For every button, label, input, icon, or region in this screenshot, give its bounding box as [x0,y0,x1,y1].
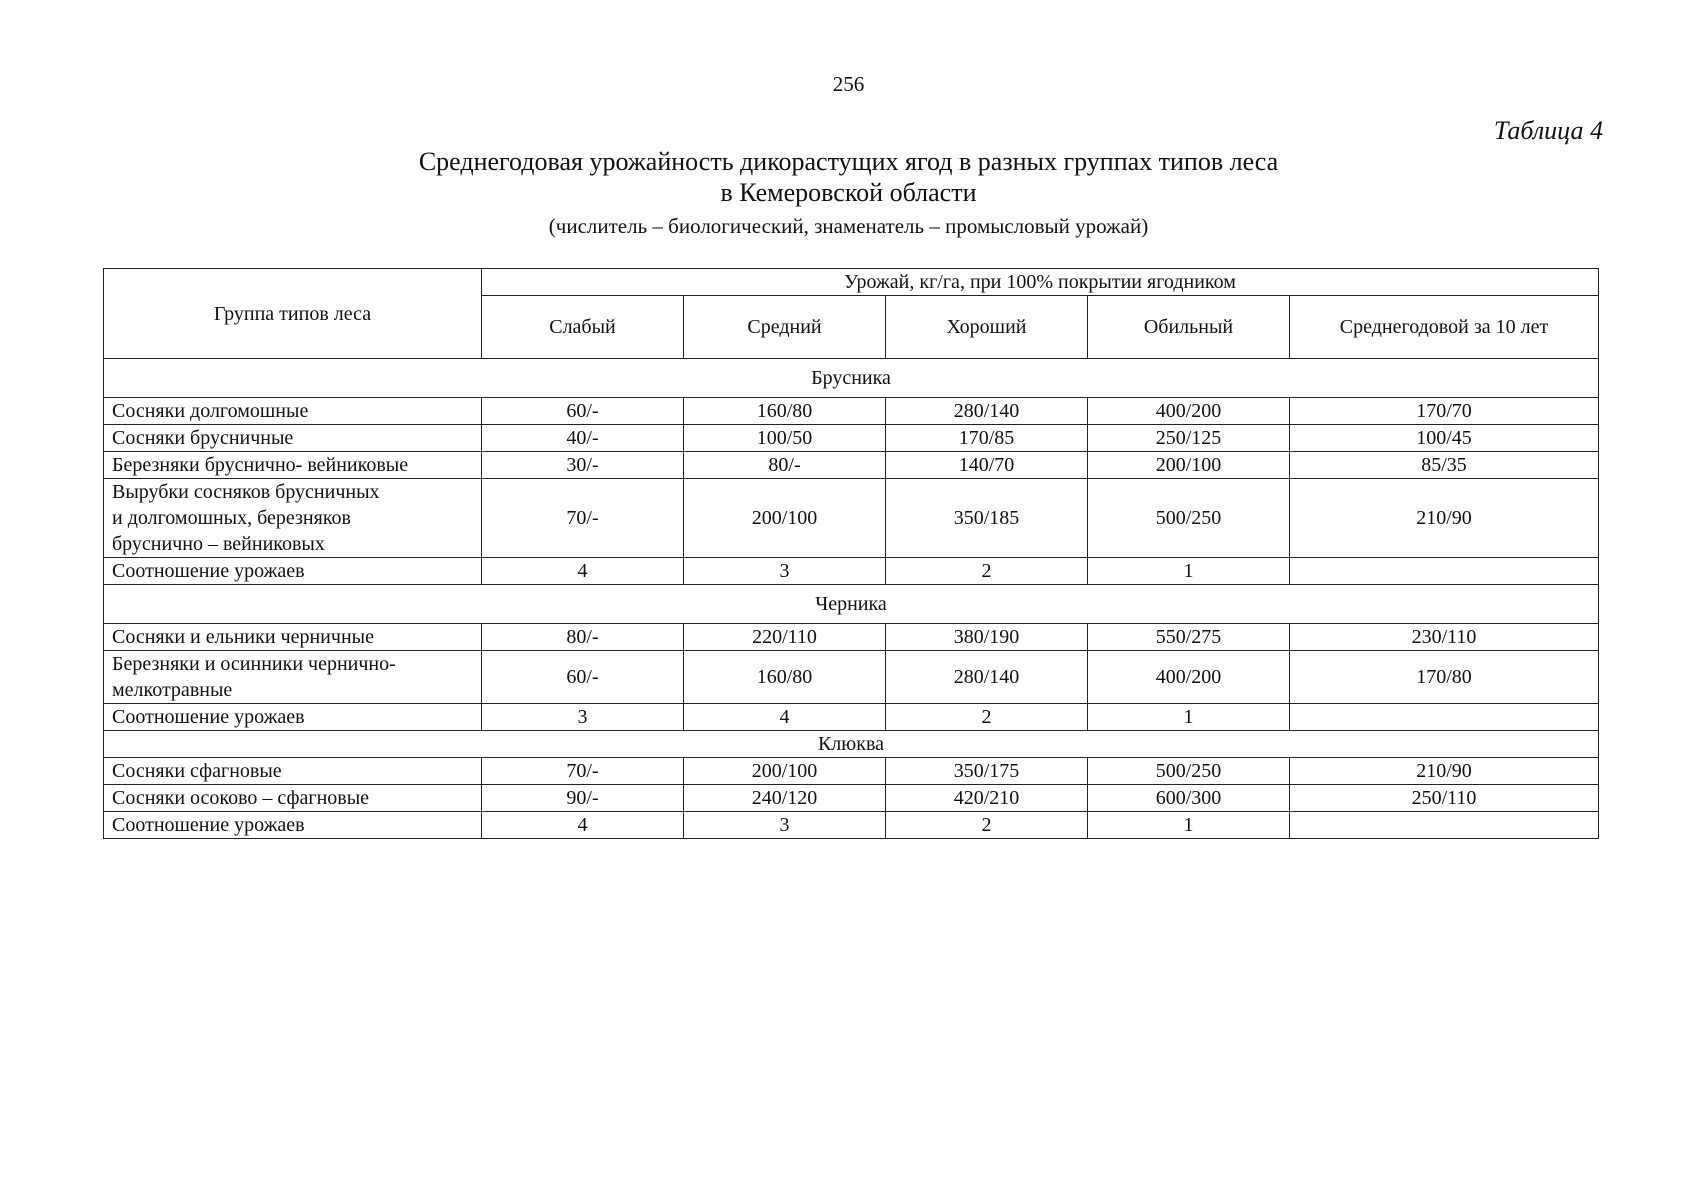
value-cell: 380/190 [886,624,1088,651]
table-title [0,146,1697,208]
table-row [104,398,1599,425]
table-row [104,704,1599,731]
value-cell: 3 [684,558,886,585]
value-cell: 280/140 [886,398,1088,425]
row-label [104,758,482,785]
value-cell: 170/70 [1290,398,1599,425]
value-cell: 220/110 [684,624,886,651]
value-cell: 200/100 [684,479,886,558]
table-row [104,425,1599,452]
section-title: Клюква [104,731,1599,758]
table-row [104,785,1599,812]
row-label [104,651,482,704]
value-cell: 420/210 [886,785,1088,812]
value-cell: 400/200 [1088,651,1290,704]
value-cell: 70/- [482,758,684,785]
value-cell: 500/250 [1088,758,1290,785]
value-cell: 2 [886,812,1088,839]
value-cell: 210/90 [1290,479,1599,558]
header-medium: Средний [684,296,886,359]
value-cell: 550/275 [1088,624,1290,651]
title-line-1: Среднегодовая урожайность дикорастущих ягод в разных группах типов леса [418,147,1279,176]
row-label-line: Сосняки и ельники черничные [112,626,374,648]
value-cell: 4 [684,704,886,731]
value-cell: 2 [886,704,1088,731]
row-label-line: Сосняки осоково – сфагновые [112,787,370,809]
header-abundant: Обильный [1088,296,1290,359]
table-row [104,651,1599,704]
row-label-line: Вырубки сосняков брусничных [112,481,380,503]
value-cell: 70/- [482,479,684,558]
row-label [104,452,482,479]
row-label-line: мелкотравные [112,679,233,701]
value-cell: 600/300 [1088,785,1290,812]
row-label-line: Сосняки брусничные [112,427,294,449]
section-row [104,359,1599,398]
table-row [104,812,1599,839]
row-label [104,704,482,731]
table-row [104,452,1599,479]
row-label-line: Соотношение урожаев [112,706,305,728]
table-row [104,558,1599,585]
section-row [104,585,1599,624]
section-row [104,731,1599,758]
value-cell: 500/250 [1088,479,1290,558]
value-cell: 250/125 [1088,425,1290,452]
row-label-line: Березняки и осинники чернично- [112,653,396,675]
value-cell: 210/90 [1290,758,1599,785]
value-cell: 350/175 [886,758,1088,785]
row-label [104,398,482,425]
value-cell: 60/- [482,651,684,704]
row-label [104,624,482,651]
header-good: Хороший [886,296,1088,359]
value-cell: 280/140 [886,651,1088,704]
row-label [104,785,482,812]
value-cell: 2 [886,558,1088,585]
row-label [104,558,482,585]
value-cell [1290,812,1599,839]
value-cell: 1 [1088,704,1290,731]
row-label [104,425,482,452]
value-cell: 80/- [482,624,684,651]
value-cell [1290,558,1599,585]
value-cell: 350/185 [886,479,1088,558]
table-subtitle: (числитель – биологический, знаменатель – промысловый урожай) [548,214,1149,238]
value-cell: 160/80 [684,651,886,704]
row-label [104,479,482,558]
row-label-line: Соотношение урожаев [112,814,305,836]
value-cell: 100/50 [684,425,886,452]
header-weak: Слабый [482,296,684,359]
value-cell: 1 [1088,812,1290,839]
value-cell: 4 [482,558,684,585]
value-cell: 170/80 [1290,651,1599,704]
value-cell: 85/35 [1290,452,1599,479]
header-average-10y: Среднегодовой за 10 лет [1290,296,1599,359]
title-line-2: в Кемеровской области [720,178,977,207]
table-row [104,479,1599,558]
row-label-line: Березняки бруснично- вейниковые [112,454,409,476]
value-cell: 250/110 [1290,785,1599,812]
value-cell: 3 [684,812,886,839]
section-title: Черника [104,585,1599,624]
value-cell: 4 [482,812,684,839]
value-cell: 230/110 [1290,624,1599,651]
table-body [104,359,1599,839]
table-row [104,758,1599,785]
value-cell: 30/- [482,452,684,479]
value-cell: 90/- [482,785,684,812]
section-title: Брусника [104,359,1599,398]
value-cell: 160/80 [684,398,886,425]
value-cell: 240/120 [684,785,886,812]
value-cell: 200/100 [1088,452,1290,479]
value-cell: 140/70 [886,452,1088,479]
yield-table [103,268,1599,839]
value-cell: 100/45 [1290,425,1599,452]
header-group: Группа типов леса [104,269,482,359]
row-label [104,812,482,839]
row-label-line: бруснично – вейниковых [112,533,325,555]
table-row [104,624,1599,651]
table-label: Таблица 4 [1493,116,1603,145]
header-yield: Урожай, кг/га, при 100% покрытии ягодником [482,269,1599,296]
row-label-line: Сосняки сфагновые [112,760,282,782]
value-cell: 400/200 [1088,398,1290,425]
row-label-line: Сосняки долгомошные [112,400,309,422]
row-label-line: и долгомошных, березняков [112,507,351,529]
page-number: 256 [832,72,865,96]
value-cell: 200/100 [684,758,886,785]
value-cell [1290,704,1599,731]
value-cell: 170/85 [886,425,1088,452]
value-cell: 1 [1088,558,1290,585]
value-cell: 60/- [482,398,684,425]
value-cell: 40/- [482,425,684,452]
value-cell: 3 [482,704,684,731]
value-cell: 80/- [684,452,886,479]
row-label-line: Соотношение урожаев [112,560,305,582]
